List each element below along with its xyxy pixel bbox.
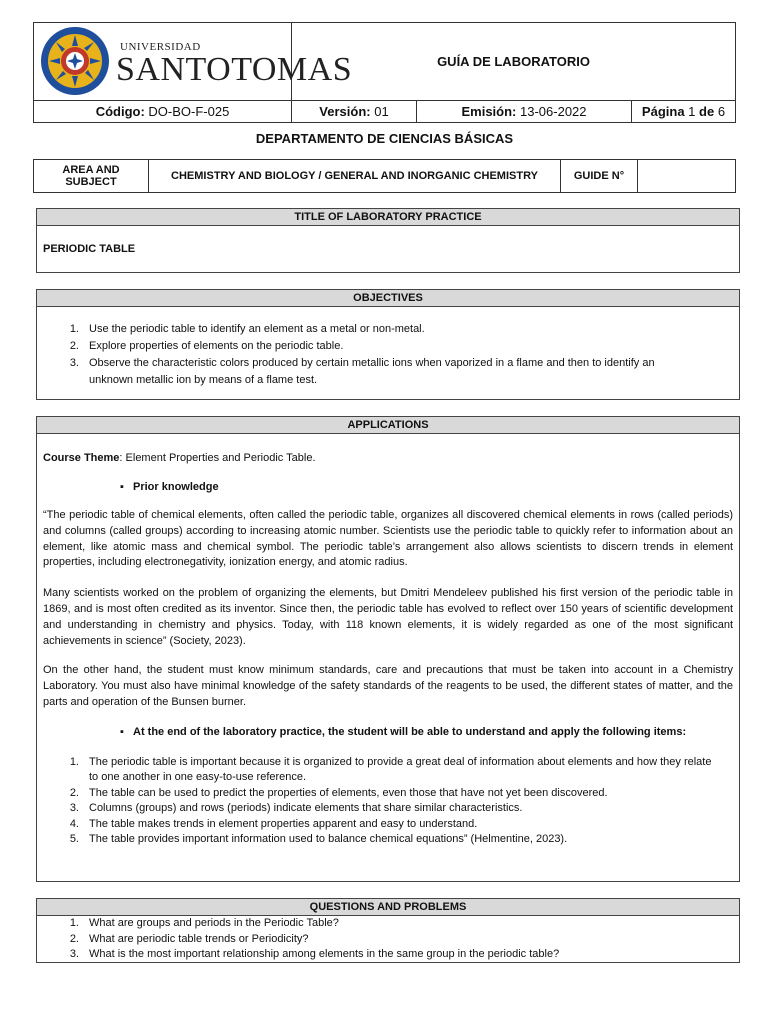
guide-label: GUIDE N° <box>561 160 638 193</box>
objectives-heading: OBJECTIVES <box>37 290 739 307</box>
title-section-heading: TITLE OF LABORATORY PRACTICE <box>37 209 739 226</box>
list-item: 3. Columns (groups) and rows (periods) indicate elements that share similar characteristics. <box>69 802 523 815</box>
logo-cell <box>34 23 353 101</box>
list-item: 2. The table can be used to predict the properties of elements, even those that have not yet been discovered. <box>69 786 608 799</box>
list-item: 2. Explore properties of elements on the periodic table. <box>69 340 344 352</box>
area-value: CHEMISTRY AND BIOLOGY / GENERAL AND INORGANIC CHEMISTRY <box>149 160 561 193</box>
objectives-section <box>36 289 740 400</box>
list-item: 2. What are periodic table trends or Periodicity? <box>69 932 309 945</box>
list-item: 3. What is the most important relationship among elements in the same group in the periodic table? <box>69 948 560 960</box>
emision-cell: Emisión: 13-06-2022 <box>417 101 632 123</box>
learning-outcomes-bullet: ▪ At the end of the laboratory practice, the student will be able to understand and apply the following items: <box>120 725 687 738</box>
pagina-cell: Página 1 de 6 <box>632 101 736 123</box>
questions-section <box>36 898 740 963</box>
paragraph-1: “The periodic table of chemical elements, often called the periodic table, organizes all discovered chemical elements in rows (called periods) and columns (called groups) according to increasing atomic number. Scientists use the periodic table to quickly refer to information about an element, like atomic mass and chemical symbol. The periodic table’s arrangement also allows scientists to discern trends in element properties, including electronegativity, ionization energy, and atomic radius. <box>43 509 733 569</box>
questions-heading: QUESTIONS AND PROBLEMS <box>37 899 739 916</box>
department-title: DEPARTAMENTO DE CIENCIAS BÁSICAS <box>255 131 514 146</box>
applications-heading: APPLICATIONS <box>37 417 739 434</box>
paragraph-2: Many scientists worked on the problem of organizing the elements, but Dmitri Mendeleev published his first version of the periodic table in 1869, and is most often credited as its inventor. Since then, the periodic table has evolved to reflect over 150 years of scientific development and understanding in chemistry and physics. Today, with 118 known elements, it is widely regarded as one of the most significant achievements in science” (Society, 2023). <box>43 587 733 647</box>
list-item: 1. The periodic table is important because it is organized to provide a great deal of information about elements and how they relate to one another in one easy-to-use reference. <box>69 755 712 784</box>
outcomes-list <box>37 755 739 848</box>
objectives-list <box>37 321 739 389</box>
area-subject-table <box>33 159 736 193</box>
area-label: AREA AND SUBJECT <box>34 160 149 193</box>
list-item: 3. Observe the characteristic colors produced by certain metallic ions when vaporized in a flame and then to identify an unknown metallic ion by means of a flame test. <box>69 357 655 386</box>
list-item: 1. Use the periodic table to identify an element as a metal or non-metal. <box>69 323 425 335</box>
questions-list <box>37 916 739 963</box>
university-seal-icon <box>40 26 110 96</box>
course-theme: Course Theme: Element Properties and Periodic Table. <box>43 452 316 464</box>
guide-value <box>638 160 736 193</box>
applications-section <box>36 416 740 882</box>
prior-knowledge-bullet: ▪ Prior knowledge <box>120 481 219 493</box>
list-item: 5. The table provides important information used to balance chemical equations” (Helmentine, 2023). <box>69 833 568 846</box>
version-cell: Versión: 01 <box>292 101 417 123</box>
document-header <box>33 22 736 123</box>
title-section <box>36 208 740 273</box>
logo-university-label: UNIVERSIDAD <box>120 41 201 53</box>
practice-title: PERIODIC TABLE <box>43 243 136 255</box>
list-item: 4. The table makes trends in element properties apparent and easy to understand. <box>69 817 478 830</box>
codigo-cell: Código: DO-BO-F-025 <box>34 101 292 123</box>
paragraph-3: On the other hand, the student must know minimum standards, care and precautions that must be taken into account in a Chemistry Laboratory. You must also have minimal knowledge of the safety standards of the reagents to be used, the different states of matter, and the parts and operation of the Bunsen burner. <box>43 664 733 708</box>
document-type-title: GUÍA DE LABORATORIO <box>292 23 736 101</box>
logo-university-name: SANTOTOMAS <box>116 51 353 88</box>
list-item: 1. What are groups and periods in the Periodic Table? <box>69 917 339 929</box>
